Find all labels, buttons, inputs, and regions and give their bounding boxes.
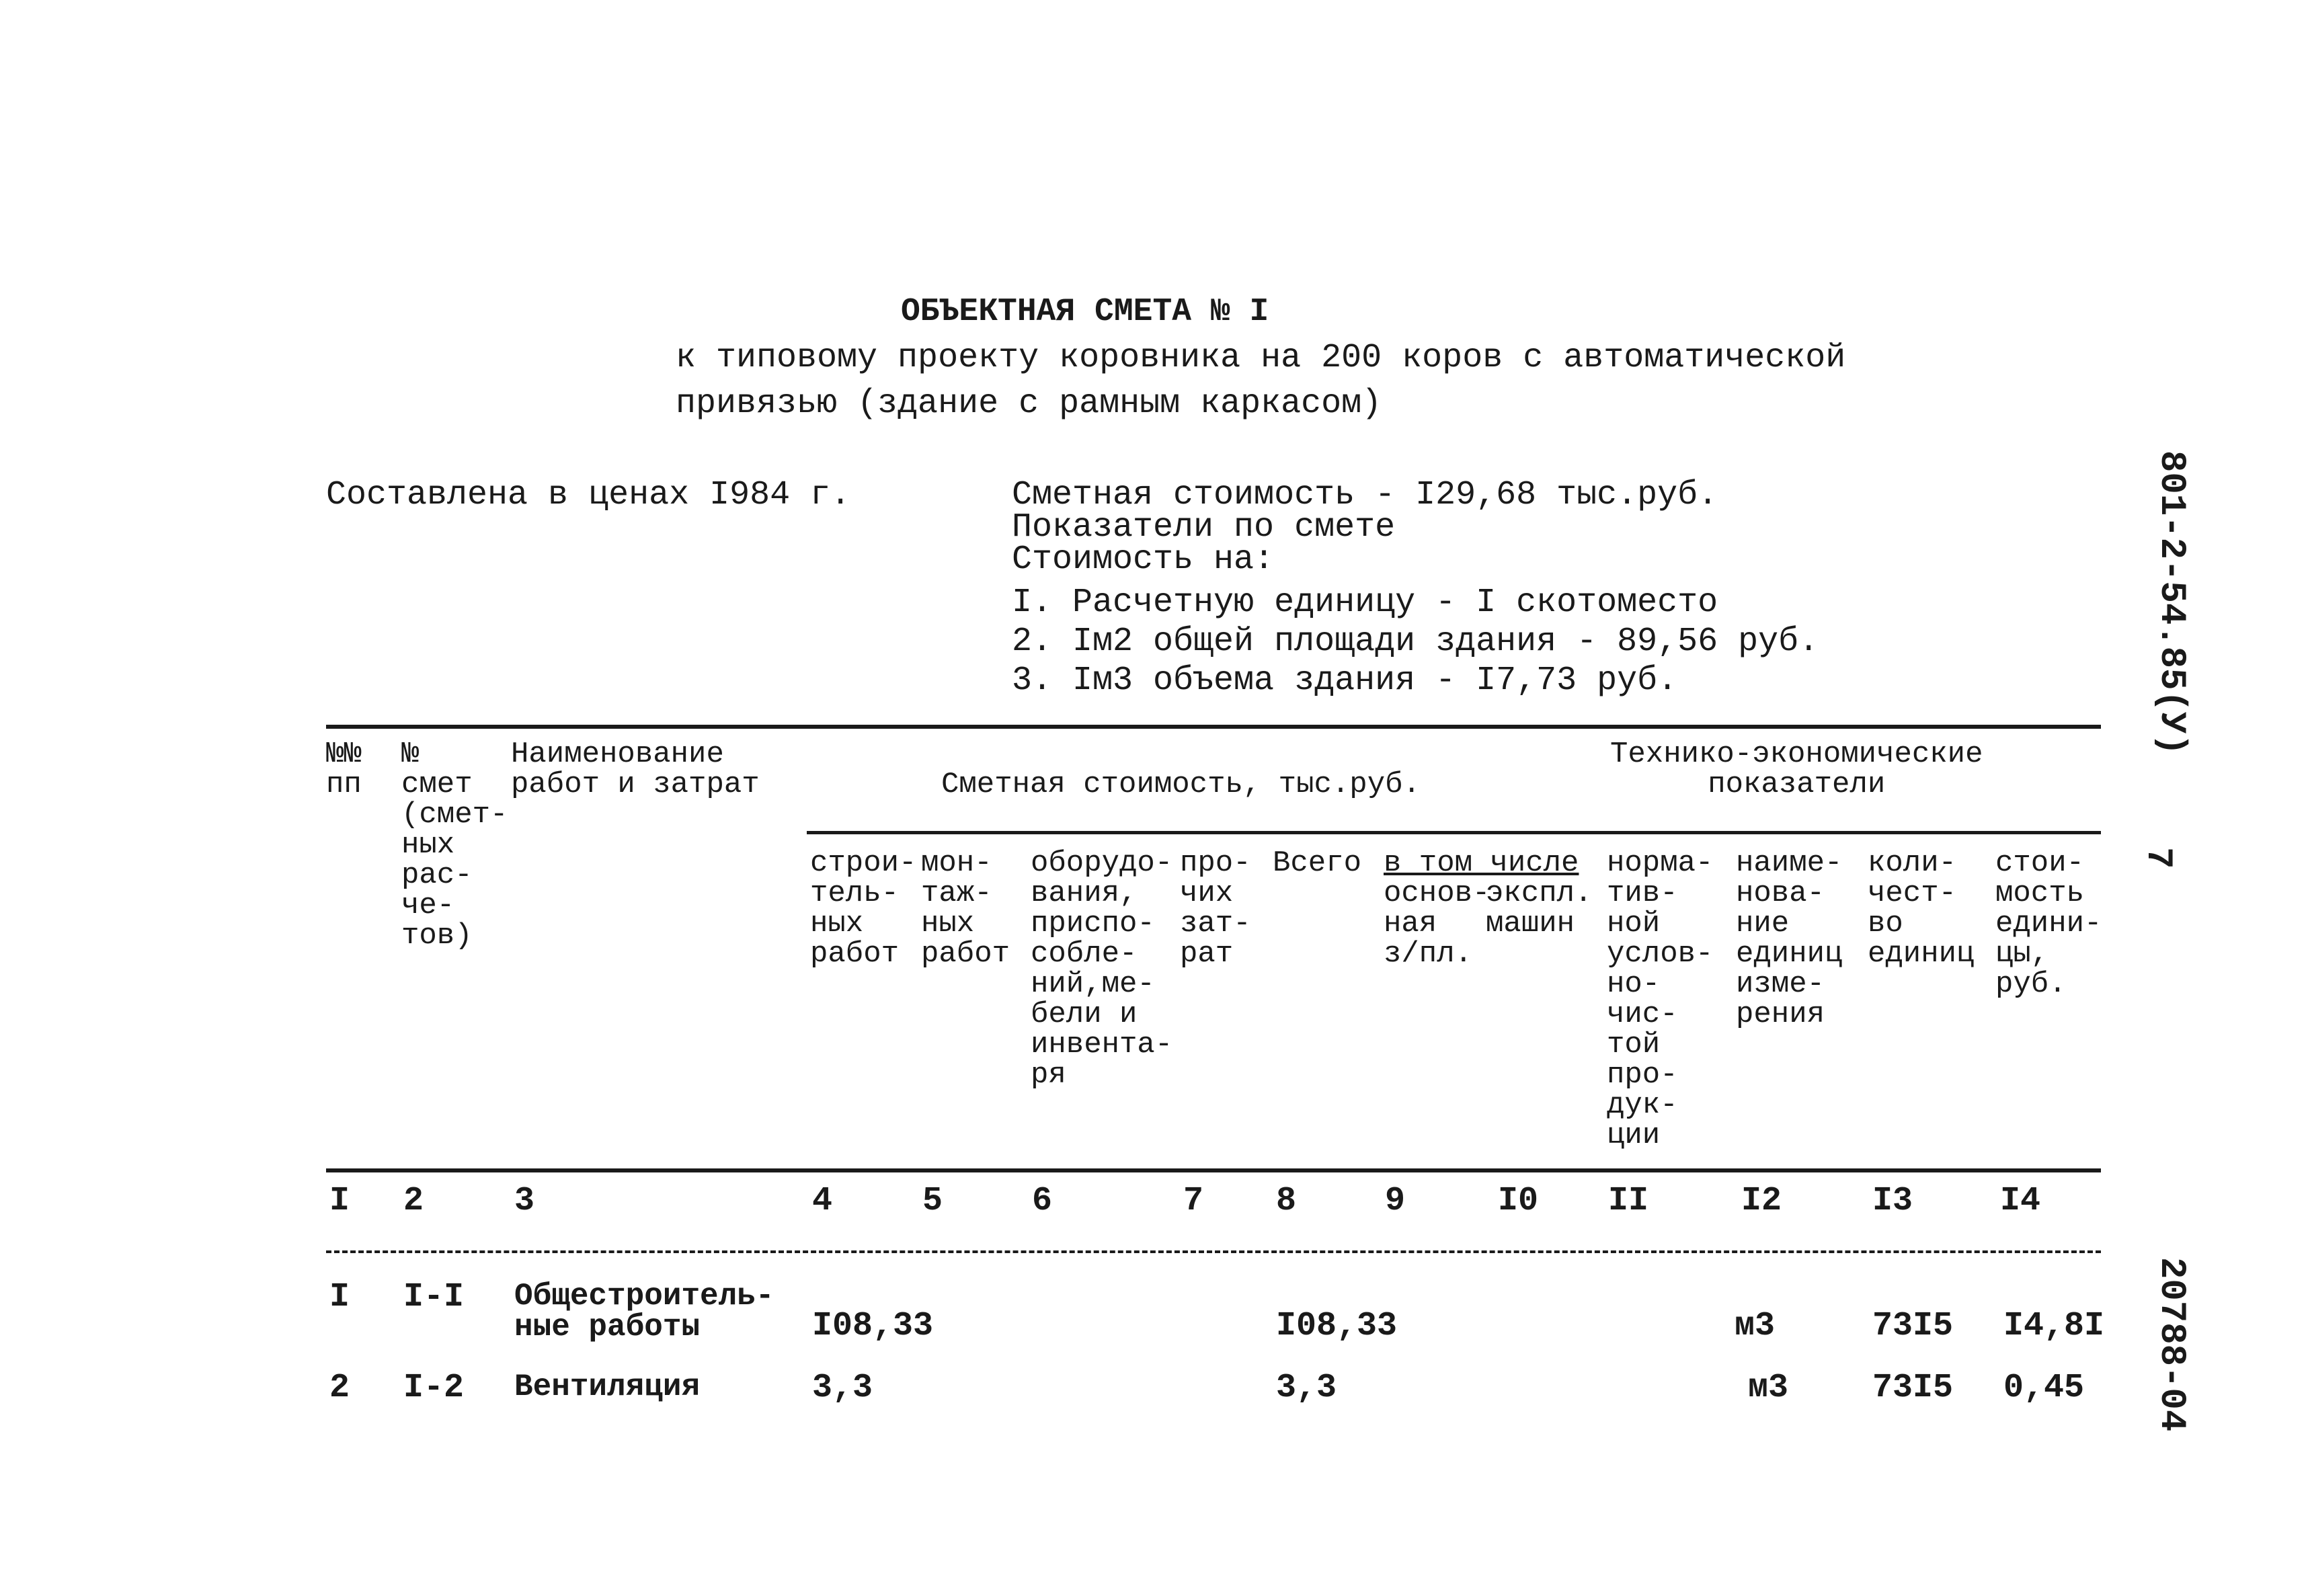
header-total: Всего bbox=[1273, 846, 1362, 880]
header-group-tech: Технико-экономические показатели bbox=[1610, 737, 1983, 801]
header-row-number: №№ пп bbox=[326, 737, 362, 801]
header-group-cost: Сметная стоимость, тыс.руб. bbox=[941, 768, 1421, 801]
unit-quantity: 73I5 bbox=[1872, 1307, 1954, 1345]
header-installation-works: мон- таж- ных работ bbox=[921, 846, 1010, 971]
unit-cost: 0,45 bbox=[2003, 1369, 2085, 1407]
header-including: в том числе bbox=[1384, 846, 1579, 880]
row-number: 2 bbox=[329, 1369, 350, 1407]
header-unit-name: наиме- нова- ние единиц изме- рения bbox=[1736, 846, 1843, 1031]
header-machine-operation: экспл. машин bbox=[1486, 877, 1593, 941]
subtitle-line-2: привязью (здание с рамным каркасом) bbox=[676, 385, 1382, 423]
header-basic-wages: основ- ная з/пл. bbox=[1384, 877, 1490, 971]
column-number: I0 bbox=[1498, 1182, 1539, 1220]
subtitle-line-1: к типовому проекту коровника на 200 коров с автоматической bbox=[676, 339, 1846, 377]
construction-cost: I08,33 bbox=[812, 1307, 934, 1345]
inventory-number: 20788-04 bbox=[2151, 1257, 2192, 1432]
header-estimate-number: № смет (смет- ных рас- че- тов) bbox=[401, 737, 508, 953]
unit-cost: I4,8I bbox=[2003, 1307, 2105, 1345]
column-number: 9 bbox=[1385, 1182, 1406, 1220]
page-number: 7 bbox=[2137, 847, 2178, 869]
column-number: II bbox=[1608, 1182, 1649, 1220]
estimated-cost: Сметная стоимость - I29,68 тыс.руб. bbox=[1012, 476, 1718, 514]
summary-item-1: I. Расчетную единицу - I скотоместо bbox=[1012, 584, 1718, 622]
column-number: 3 bbox=[514, 1182, 535, 1220]
header-work-name: Наименование работ и затрат bbox=[511, 737, 760, 801]
row-number: I bbox=[329, 1278, 350, 1316]
work-name: Вентиляция bbox=[514, 1369, 701, 1404]
column-number-rule bbox=[326, 1250, 2101, 1253]
header-construction-works: строи- тель- ных работ bbox=[810, 846, 917, 971]
construction-cost: 3,3 bbox=[812, 1369, 873, 1407]
cost-for-label: Стоимость на: bbox=[1012, 541, 1275, 579]
document-code: 801-2-54.85(У) bbox=[2151, 450, 2192, 756]
column-number: 6 bbox=[1032, 1182, 1053, 1220]
header-unit-quantity: коли- чест- во единиц bbox=[1868, 846, 1975, 971]
unit-name: м3 bbox=[1735, 1307, 1776, 1345]
header-unit-cost: стои- мость едини- цы, руб. bbox=[1995, 846, 2102, 1001]
unit-name: м3 bbox=[1748, 1369, 1789, 1407]
estimate-number: I-2 bbox=[403, 1369, 465, 1407]
group-header-rule bbox=[807, 831, 2101, 834]
summary-item-2: 2. Iм2 общей площади здания - 89,56 руб. bbox=[1012, 623, 1819, 661]
column-number: 2 bbox=[403, 1182, 424, 1220]
work-name: Общестроитель- ные работы bbox=[514, 1279, 774, 1345]
header-other-costs: про- чих зат- рат bbox=[1180, 846, 1251, 971]
document-title: ОБЪЕКТНАЯ СМЕТА № I bbox=[901, 294, 1269, 330]
header-normative-production: норма- тив- ной услов- но- чис- той про- дук- ции bbox=[1607, 846, 1714, 1152]
summary-item-3: 3. Iм3 объема здания - I7,73 руб. bbox=[1012, 662, 1678, 700]
table-top-rule bbox=[326, 725, 2101, 729]
column-number: I3 bbox=[1872, 1182, 1913, 1220]
column-number: 8 bbox=[1276, 1182, 1297, 1220]
column-number: I4 bbox=[2000, 1182, 2041, 1220]
column-number: I2 bbox=[1741, 1182, 1782, 1220]
column-number: 4 bbox=[812, 1182, 833, 1220]
header-bottom-rule bbox=[326, 1168, 2101, 1172]
unit-quantity: 73I5 bbox=[1872, 1369, 1954, 1407]
estimate-number: I-I bbox=[403, 1278, 465, 1316]
column-number: 7 bbox=[1183, 1182, 1204, 1220]
indicators-label: Показатели по смете bbox=[1012, 508, 1396, 547]
column-number: 5 bbox=[922, 1182, 943, 1220]
total-cost: 3,3 bbox=[1276, 1369, 1337, 1407]
header-equipment: оборудо- вания, приспо- собле- ний,ме- бели и инвента- ря bbox=[1031, 846, 1173, 1092]
column-number: I bbox=[329, 1182, 350, 1220]
prices-note: Составлена в ценах I984 г. bbox=[326, 476, 851, 514]
total-cost: I08,33 bbox=[1276, 1307, 1398, 1345]
